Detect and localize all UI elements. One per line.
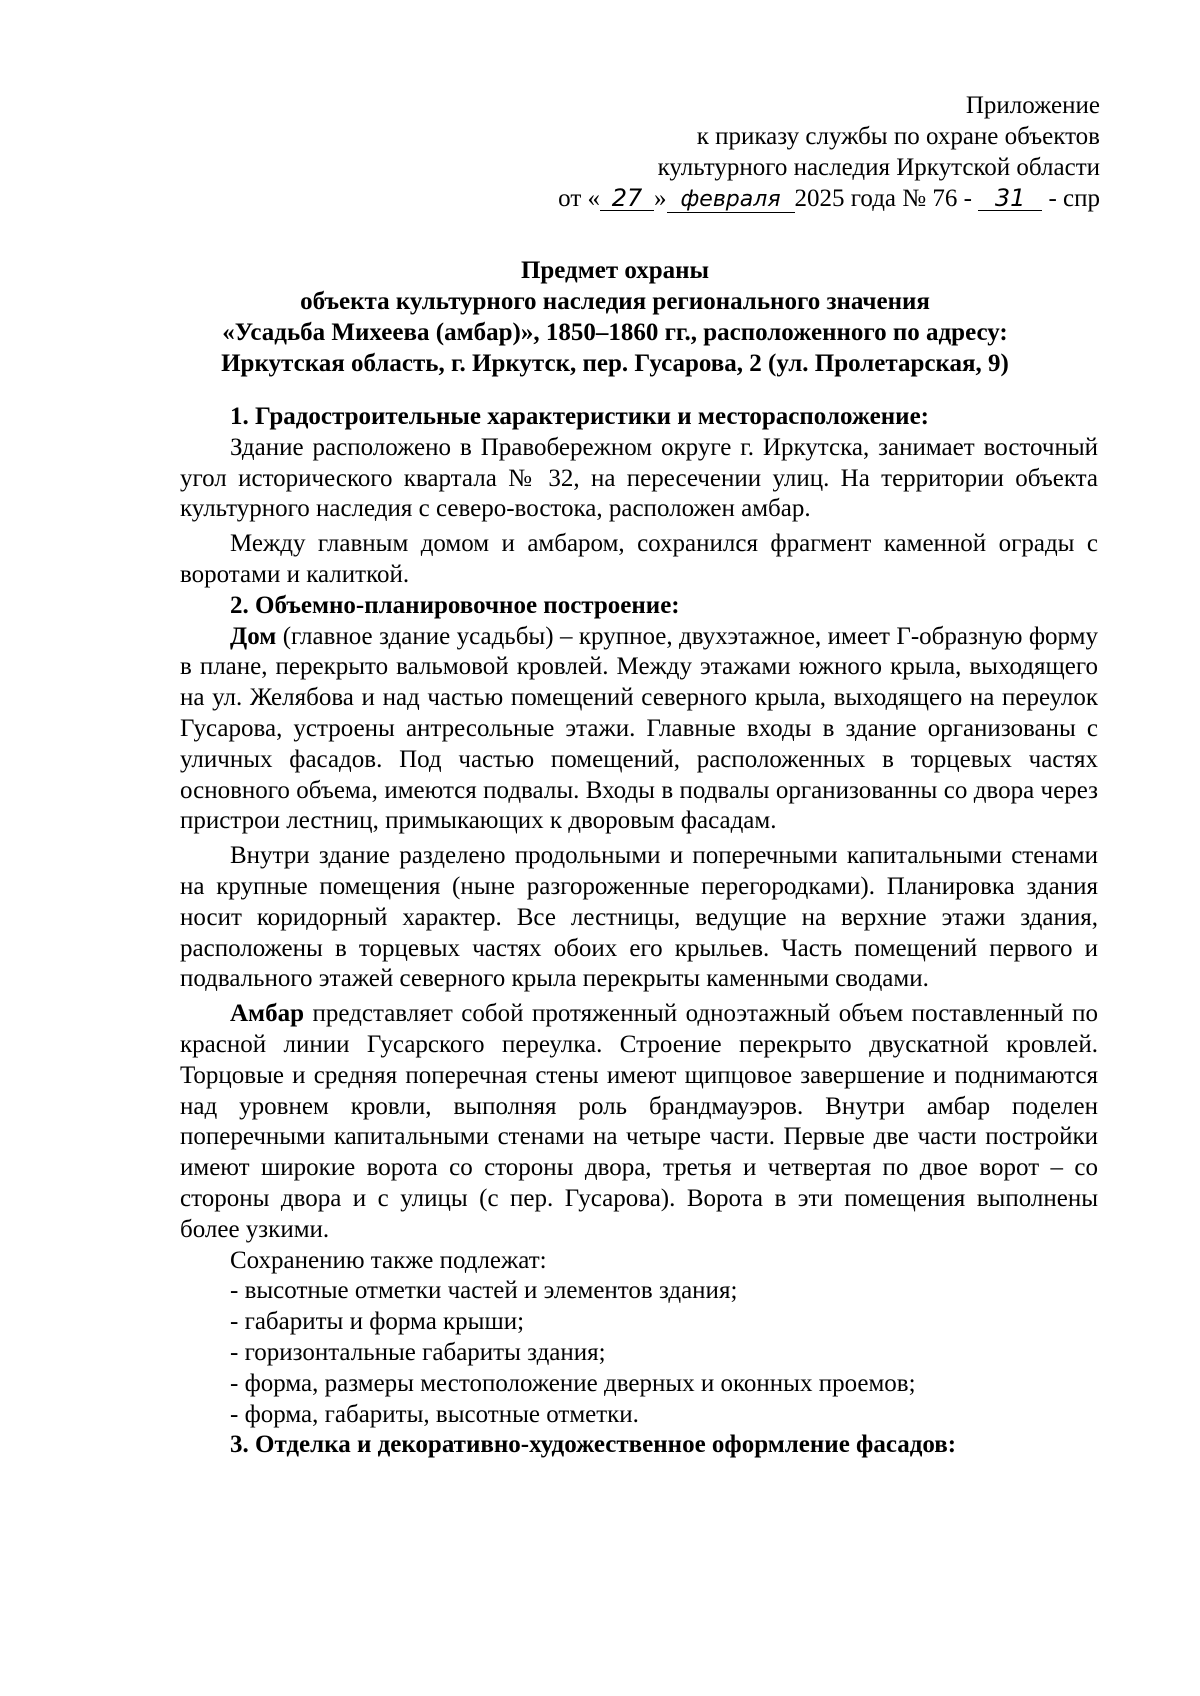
appendix-line-3: культурного наследия Иркутской области xyxy=(657,154,1100,181)
barn-paragraph xyxy=(180,999,1098,1245)
section-1-paragraph-2: Между главным домом и амбаром, сохранился фрагмент каменной ограды с воротами и калиткой. xyxy=(180,530,1098,588)
list-item: - горизонтальные габариты здания; xyxy=(230,1338,606,1366)
house-label: Дом xyxy=(230,622,277,650)
order-suffix: - спр xyxy=(1048,185,1100,212)
section-2-heading: 2. Объемно-планировочное построение: xyxy=(230,591,680,619)
appendix-header xyxy=(558,90,1100,214)
title-line-4: Иркутская область, г. Иркутск, пер. Гусарова, 2 (ул. Пролетарская, 9) xyxy=(221,350,1009,377)
title-line-3: «Усадьба Михеева (амбар)», 1850–1860 гг., расположенного по адресу: xyxy=(222,319,1008,346)
preserve-intro: Сохранению также подлежат: xyxy=(230,1246,547,1274)
title-line-1: Предмет охраны xyxy=(520,257,710,284)
list-item: - форма, размеры местоположение дверных и оконных проемов; xyxy=(230,1369,916,1397)
barn-text: представляет собой протяженный одноэтажный объем поставленный по красной линии Гусарского переулка. Строение перекрыто двускатной кровлей. Торцовые и средняя поперечная стены имеют щипцовое завершение и поднимаются над уровнем кровли, выполняя роль брандмауэров. Внутри амбар поделен поперечными капитальными стенами на четыре части. Первые две части постройки имеют широкие ворота со стороны двора, третья и четвертая по двое ворот – со стороны двора и с улицы (с пер. Гусарова). Ворота в эти помещения выполнены более узкими. xyxy=(180,1000,1098,1243)
house-text: (главное здание усадьбы) – крупное, двухэтажное, имеет Г-образную форму в плане, перекрыто вальмовой кровлей. Между этажами южного крыла, выходящего на ул. Желябова и над частью помещений северного крыла, выходящего на переулок Гусарова, устроены антресольные этажи. Главные входы в здание организованы с уличных фасадов. Под частью помещений, расположенных в торцевых частях основного объема, имеются подвалы. Входы в подвалы организованны со двора через пристрои лестниц, примыкающих к дворовым фасадам. xyxy=(180,622,1098,835)
year-text: 2025 года № 76 - xyxy=(794,185,972,212)
list-item: - габариты и форма крыши; xyxy=(230,1308,525,1336)
inside-paragraph: Внутри здание разделено продольными и поперечными капитальными стенами на крупные помещения (ныне разгороженные перегородками). Планировка здания носит коридорный характер. Все лестницы, ведущие на верхние этажи здания, расположены в торцевых частях обоих его крыльев. Часть помещений первого и подвального этажей северного крыла перекрыты каменными сводами. xyxy=(180,842,1098,993)
list-item: - форма, габариты, высотные отметки. xyxy=(230,1400,639,1428)
house-paragraph xyxy=(180,622,1098,838)
section-1-paragraph-1: Здание расположено в Правобережном округе г. Иркутска, занимает восточный угол исторического квартала № 32, на пересечении улиц. На территории объекта культурного наследия с северо-востока, расположен амбар. xyxy=(180,433,1098,523)
section-1-heading: 1. Градостроительные характеристики и месторасположение: xyxy=(230,403,929,430)
date-prefix: от « xyxy=(558,185,601,212)
quote-close: » xyxy=(654,185,667,212)
appendix-date-line xyxy=(558,183,1100,214)
handwritten-month: февраля xyxy=(667,188,795,213)
handwritten-day: 27 xyxy=(600,186,654,211)
handwritten-order-number: 31 xyxy=(978,186,1042,211)
appendix-line-1: Приложение xyxy=(965,92,1100,119)
appendix-line-2: к приказу службы по охране объектов xyxy=(696,123,1100,150)
preserve-list xyxy=(180,1276,1098,1430)
barn-label: Амбар xyxy=(230,1000,304,1028)
title-line-2: объекта культурного наследия регионального значения xyxy=(300,288,930,315)
document-title xyxy=(160,255,1070,379)
document-body xyxy=(180,402,1098,1461)
section-3-heading: 3. Отделка и декоративно-художественное оформление фасадов: xyxy=(230,1431,957,1459)
list-item: - высотные отметки частей и элементов здания; xyxy=(230,1277,738,1305)
